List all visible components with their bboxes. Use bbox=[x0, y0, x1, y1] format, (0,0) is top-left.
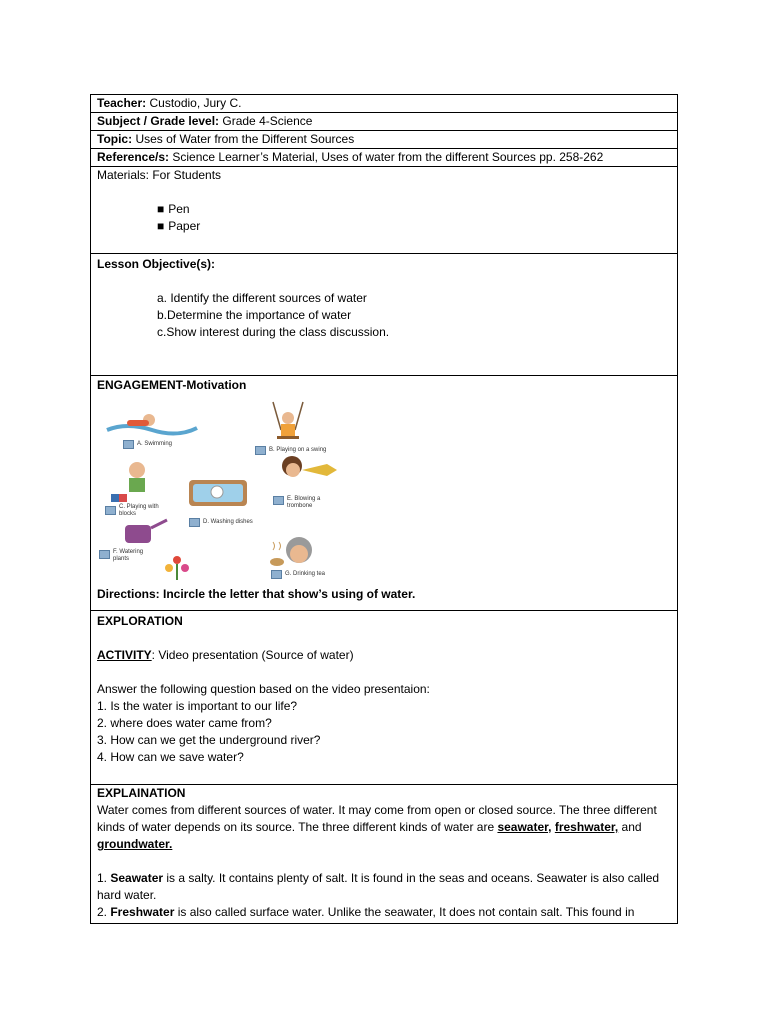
materials-item bbox=[97, 201, 671, 218]
item-term: Seawater bbox=[110, 871, 164, 885]
item-number: 1. bbox=[97, 871, 111, 885]
objective-item: b.Determine the importance of water bbox=[157, 308, 352, 322]
explanation-text: Water comes from different sources of water. It may come from open or closed source. The three different kinds of water depends on its source. The three different kinds of water are bbox=[97, 803, 657, 834]
materials-item bbox=[97, 218, 671, 235]
materials-row bbox=[91, 167, 678, 254]
subject-value: Grade 4-Science bbox=[219, 114, 313, 128]
term-seawater: seawater, bbox=[497, 820, 552, 834]
item-number: 2. bbox=[97, 905, 111, 919]
reference-value: Science Learner’s Material, Uses of water from the different Sources pp. 258-262 bbox=[169, 150, 604, 164]
teacher-row bbox=[91, 95, 678, 113]
subject-label: Subject / Grade level: bbox=[97, 114, 220, 128]
explanation-item-1 bbox=[97, 870, 671, 904]
materials-label: Materials: For Students bbox=[97, 168, 222, 182]
reference-label: Reference/s: bbox=[97, 150, 170, 164]
teacher-value: Custodio, Jury C. bbox=[146, 96, 242, 110]
question-item: 2. where does water came from? bbox=[97, 716, 272, 730]
teacher-label: Teacher: bbox=[97, 96, 147, 110]
materials-item-text: Paper bbox=[168, 219, 201, 233]
objectives-row bbox=[91, 254, 678, 376]
checkbox-b[interactable] bbox=[255, 446, 266, 455]
question-item: 1. Is the water is important to our life? bbox=[97, 699, 298, 713]
explanation-paragraph bbox=[97, 802, 671, 853]
caption-blocks: C. Playing with blocks bbox=[119, 504, 159, 517]
term-freshwater: freshwater, bbox=[554, 820, 619, 834]
checkbox-e[interactable] bbox=[273, 496, 284, 505]
caption-swing: B. Playing on a swing bbox=[269, 447, 327, 453]
checkbox-c[interactable] bbox=[105, 506, 116, 515]
explanation-row bbox=[91, 785, 678, 924]
exploration-row bbox=[91, 611, 678, 785]
explanation-item-2 bbox=[97, 904, 671, 921]
item-text: is a salty. It contains plenty of salt. It is found in the seas and oceans. Seawater is also called hard water. bbox=[97, 871, 660, 902]
caption-trombone: E. Blowing a trombone bbox=[287, 496, 321, 509]
item-term: Freshwater bbox=[110, 905, 175, 919]
objective-item: a. Identify the different sources of water bbox=[157, 291, 367, 305]
objectives-label: Lesson Objective(s): bbox=[97, 257, 216, 271]
checkbox-g[interactable] bbox=[271, 570, 282, 579]
caption-tea: G. Drinking tea bbox=[285, 571, 326, 577]
question-item: 4. How can we save water? bbox=[97, 750, 244, 764]
topic-row bbox=[91, 131, 678, 149]
lesson-plan-table bbox=[90, 94, 678, 924]
caption-dishes: D. Washing dishes bbox=[203, 519, 253, 525]
engagement-directions: Directions: Incircle the letter that show’s using of water. bbox=[97, 587, 416, 601]
objective-item: c.Show interest during the class discussion. bbox=[157, 325, 390, 339]
activity-line bbox=[97, 647, 671, 664]
exploration-prompt: Answer the following question based on the video presentaion: bbox=[97, 682, 430, 696]
exploration-label: EXPLORATION bbox=[97, 614, 183, 628]
caption-plants: F. Watering plants bbox=[113, 549, 144, 562]
materials-item-text: Pen bbox=[168, 202, 190, 216]
checkbox-f[interactable] bbox=[99, 550, 110, 559]
topic-value: Uses of Water from the Different Sources bbox=[132, 132, 355, 146]
water-activities-illustration bbox=[97, 400, 353, 582]
bullet-icon: ■ bbox=[157, 219, 165, 233]
bullet-icon: ■ bbox=[157, 202, 165, 216]
subject-row bbox=[91, 113, 678, 131]
checkbox-d[interactable] bbox=[189, 518, 200, 527]
topic-label: Topic: bbox=[97, 132, 133, 146]
question-item: 3. How can we get the underground river? bbox=[97, 733, 321, 747]
activity-label: ACTIVITY bbox=[97, 648, 152, 662]
activity-value: : Video presentation (Source of water) bbox=[151, 648, 354, 662]
explanation-label: EXPLAINATION bbox=[97, 786, 186, 800]
item-text: is also called surface water. Unlike the seawater, It does not contain salt. This found in bbox=[174, 905, 635, 919]
and-text: and bbox=[618, 820, 642, 834]
reference-row bbox=[91, 149, 678, 167]
term-groundwater: groundwater. bbox=[97, 837, 173, 851]
engagement-label: ENGAGEMENT-Motivation bbox=[97, 378, 247, 392]
engagement-row bbox=[91, 376, 678, 611]
checkbox-a[interactable] bbox=[123, 440, 134, 449]
caption-swimming: A. Swimming bbox=[137, 441, 173, 447]
